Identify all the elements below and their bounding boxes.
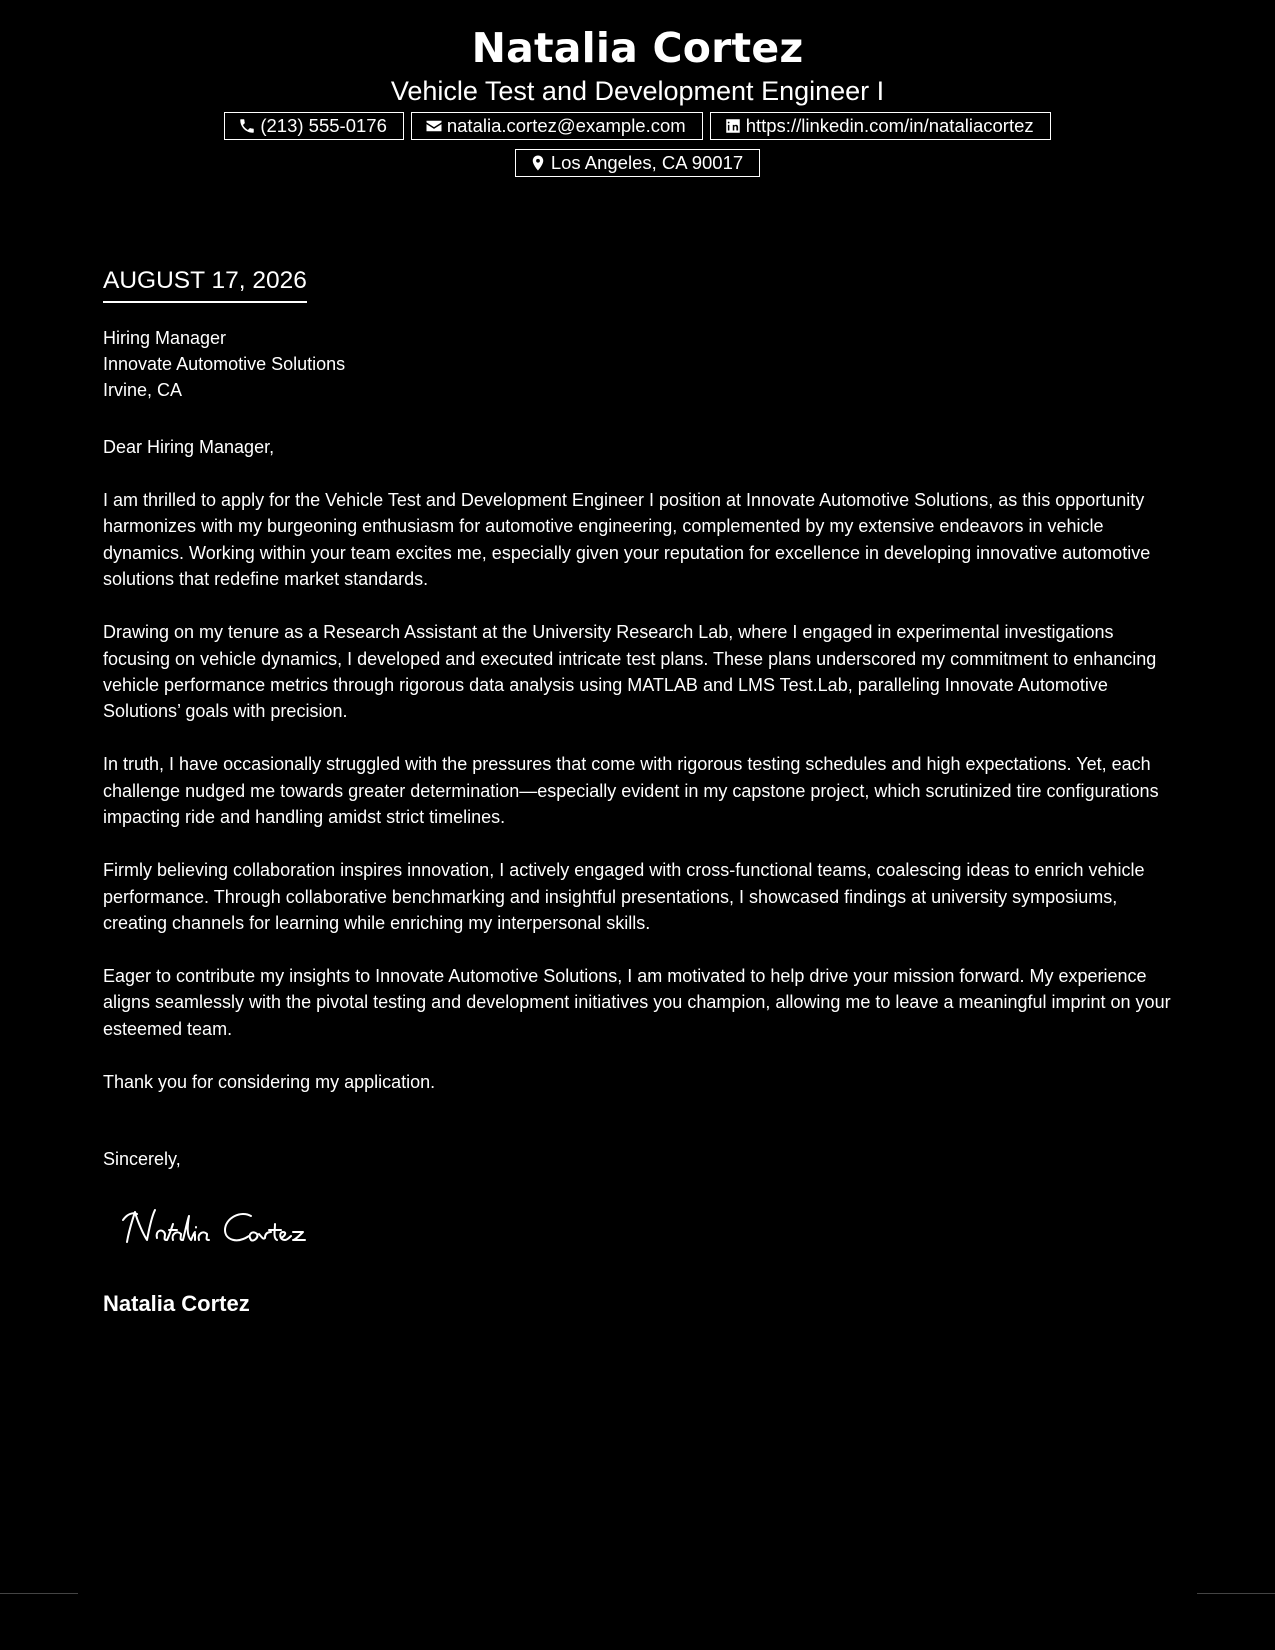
location-chip[interactable] [515, 149, 760, 177]
recipient-line: Irvine, CA [103, 380, 183, 400]
body-paragraph: Firmly believing collaboration inspires innovation, I actively engaged with cross-functional teams, coalescing ideas to enrich vehicle performance. Through collaborative benchmarking and insightful presentations, I showcased findings at university symposiums, creating channels for learning while enriching my interpersonal skills. [103, 860, 1145, 934]
footer-rule-right [1197, 1593, 1275, 1594]
body-paragraph: In truth, I have occasionally struggled with the pressures that come with rigorous testing schedules and high expectations. Yet, each challenge nudged me towards greater determination—especially evident in my capstone project, which scrutinized tire configurations impacting ride and handling amidst strict timelines. [103, 754, 1159, 828]
recipient-block [103, 325, 345, 403]
phone-chip[interactable] [224, 112, 404, 140]
phone-icon [238, 117, 256, 135]
body-paragraph: I am thrilled to apply for the Vehicle Test and Development Engineer I position at Innovate Automotive Solutions, as this opportunity harmonizes with my burgeoning enthusiasm for automotive engineering, complemented by my extensive endeavors in vehicle dynamics. Working within your team excites me, especially given your reputation for excellence in developing innovative automotive solutions that redefine market standards. [103, 490, 1151, 590]
linkedin-url: https://linkedin.com/in/nataliacortez [745, 115, 1034, 136]
footer-rule-left [0, 1593, 78, 1594]
email-address: natalia.cortez@example.com [446, 115, 686, 136]
phone-number: (213) 555-0176 [260, 115, 387, 136]
letter-header [0, 22, 1275, 186]
salutation: Dear Hiring Manager, [103, 437, 275, 457]
envelope-icon [425, 117, 443, 135]
map-pin-icon [529, 154, 547, 172]
email-chip[interactable] [411, 112, 703, 140]
letter-body [103, 487, 1173, 1122]
contact-row-primary [0, 112, 1275, 144]
body-paragraph: Eager to contribute my insights to Innovate Automotive Solutions, I am motivated to help drive your mission forward. My experience aligns seamlessly with the pivotal testing and development initiatives you champion, allowing me to leave a meaningful imprint on your esteemed team. [103, 966, 1171, 1039]
contact-row-secondary [0, 149, 1275, 181]
closing: Sincerely, [103, 1149, 181, 1169]
job-title: Vehicle Test and Development Engineer I [390, 76, 885, 106]
body-paragraph: Thank you for considering my application. [103, 1071, 436, 1092]
linkedin-icon [724, 117, 742, 135]
handwritten-signature [117, 1200, 367, 1260]
body-paragraph: Drawing on my tenure as a Research Assistant at the University Research Lab, where I engaged in experimental investigations focusing on vehicle dynamics, I developed and executed intricate test plans. These plans underscored my commitment to enhancing vehicle performance metrics through rigorous data analysis using MATLAB and LMS Test.Lab, paralleling Innovate Automotive Solutions’ goals with precision. [103, 622, 1157, 722]
linkedin-chip[interactable] [710, 112, 1051, 140]
recipient-line: Hiring Manager [103, 328, 227, 348]
location-text: Los Angeles, CA 90017 [550, 152, 744, 173]
signer-name: Natalia Cortez [103, 1291, 250, 1316]
recipient-line: Innovate Automotive Solutions [103, 354, 346, 374]
applicant-name: Natalia Cortez [471, 24, 804, 72]
letter-date: AUGUST 17, 2026 [103, 266, 307, 303]
